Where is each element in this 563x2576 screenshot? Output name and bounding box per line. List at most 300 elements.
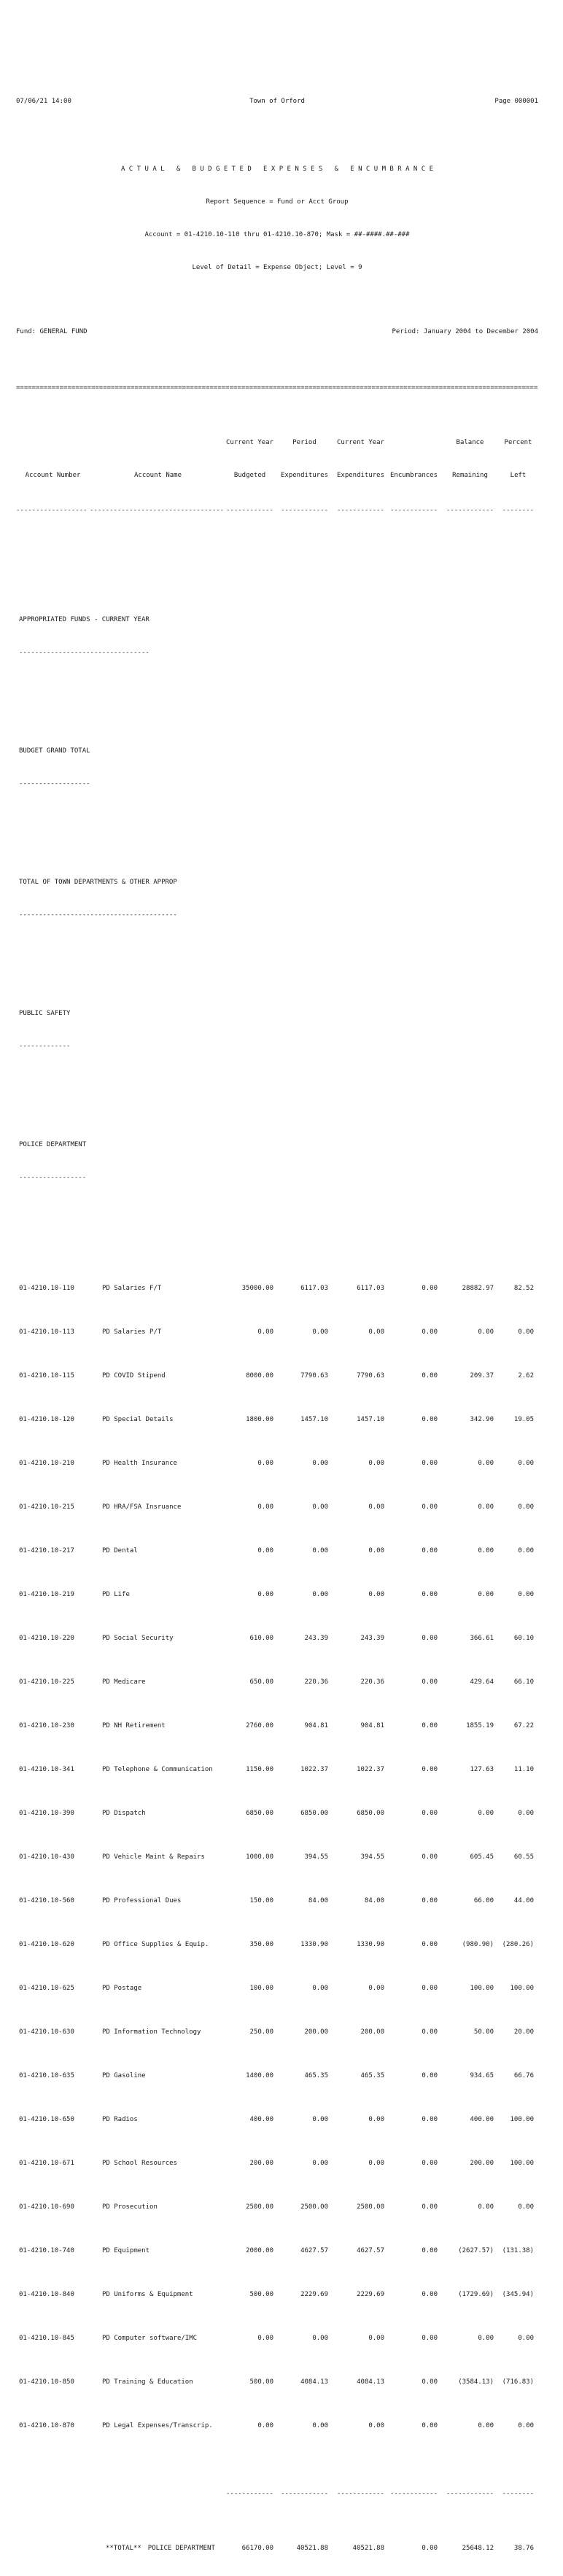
account-number-cell: 01-4210.10-630 [19,2028,74,2036]
budgeted-cell: 0.00 [257,1547,273,1554]
period-expenditures-cell: 1330.90 [300,1941,328,1948]
account-number-cell: 01-4210.10-620 [19,1941,74,1948]
encumbrances-cell: 0.00 [422,1941,438,1948]
account-name-cell: PD Dental [102,1547,138,1554]
budgeted-cell: 2760.00 [246,1722,273,1729]
section-underline: ------------- [19,1043,71,1050]
encumbrances-cell: 0.00 [422,1547,438,1554]
account-name-cell: PD Information Technology [102,2028,201,2036]
encumbrances-cell: 0.00 [422,2335,438,2342]
percent-left-cell: 0.00 [518,1503,534,1511]
encumbrances-cell: 0.00 [422,2072,438,2079]
account-number-cell: 01-4210.10-635 [19,2072,74,2079]
balance-remaining-cell: 0.00 [478,2422,494,2429]
table-row [16,2421,534,2432]
budgeted-cell: 350.00 [249,1941,273,1948]
account-name-cell: PD Life [102,1591,130,1598]
period-expenditures-cell: 394.55 [304,1853,328,1861]
account-name-cell: PD Training & Education [102,2378,193,2386]
period-expenditures-cell: 0.00 [312,1460,328,1467]
period-expenditures-cell: 0.00 [312,1503,328,1511]
account-number-cell: 01-4210.10-230 [19,1722,74,1729]
fund-label: Fund: GENERAL FUND [16,328,88,335]
cy-expenditures-cell: 1022.37 [357,1766,384,1773]
period-expenditures-cell: 465.35 [304,2072,328,2079]
table-row [16,1502,534,1513]
table-row [16,1677,534,1688]
column-underline: ------------ [446,2490,494,2497]
table-row [16,1458,534,1469]
account-number-cell: 01-4210.10-225 [19,1678,74,1686]
budgeted-cell: 8000.00 [246,1372,273,1380]
account-number-cell: 01-4210.10-625 [19,1985,74,1992]
total-separator-row [16,2489,534,2499]
column-underline: ------------ [226,2490,274,2497]
balance-remaining-cell: 50.00 [473,2028,494,2036]
column-header [384,437,438,448]
column-header [16,437,90,448]
column-header-account-name: Account Name [133,472,182,479]
balance-remaining-cell: 209.37 [470,1372,494,1380]
balance-remaining-cell: (2627.57) [458,2247,494,2254]
table-row [16,2158,534,2169]
percent-left-cell: 100.00 [510,1985,534,1992]
page-number-label: Page 000001 [494,98,539,105]
period-expenditures-cell: 243.39 [304,1635,328,1642]
table-row [16,1371,534,1382]
table-row [16,1633,534,1644]
account-name-cell: PD Salaries P/T [102,1328,162,1336]
spacer [16,2489,90,2499]
column-underline: ------------ [389,507,438,514]
balance-remaining-cell: 366.61 [470,1635,494,1642]
cy-expenditures-cell: 0.00 [368,1985,384,1992]
percent-left-cell: 100.00 [510,2160,534,2167]
account-number-cell: 01-4210.10-560 [19,1897,74,1904]
account-number-cell: 01-4210.10-115 [19,1372,74,1380]
percent-left-cell: (716.83) [502,2378,534,2386]
percent-left-cell: 67.22 [513,1722,534,1729]
balance-remaining-cell: 0.00 [478,1503,494,1511]
column-header-balance-remaining: Remaining [452,472,488,479]
balance-remaining-cell: 342.90 [470,1416,494,1423]
section-heading: POLICE DEPARTMENT [19,1141,87,1148]
account-name-cell: PD Special Details [102,1416,174,1423]
cy-expenditures-cell: 84.00 [364,1897,384,1904]
account-name-cell: PD Medicare [102,1678,146,1686]
account-name-cell: PD Equipment [102,2247,150,2254]
period-expenditures-cell: 200.00 [304,2028,328,2036]
budgeted-cell: 0.00 [257,1591,273,1598]
column-underline: ------------ [336,507,384,514]
period-expenditures-cell: 0.00 [312,2422,328,2429]
cy-expenditures-cell: 1330.90 [357,1941,384,1948]
column-underline: ------------ [446,507,494,514]
account-name-cell: PD Social Security [102,1635,174,1642]
encumbrances-cell: 0.00 [422,2203,438,2211]
cy-expenditures-cell: 0.00 [368,2116,384,2123]
total-label: **TOTAL** [106,2545,141,2552]
budgeted-cell: 2500.00 [246,2203,273,2211]
total-department-name: POLICE DEPARTMENT [147,2545,215,2552]
cy-expenditures-cell: 0.00 [368,1503,384,1511]
account-number-cell: 01-4210.10-840 [19,2291,74,2298]
account-range-line: Account = 01-4210.10-110 thru 01-4210.10-870; Mask = ##-####.##-### [144,231,410,238]
section-underline: ---------------------------------------- [19,911,177,919]
total-balance-cell: 25648.12 [462,2545,494,2552]
account-number-cell: 01-4210.10-113 [19,1328,74,1336]
account-name-cell: PD Dispatch [102,1810,146,1817]
table-row [16,2377,534,2388]
column-underline: ------------ [336,2490,384,2497]
cy-expenditures-cell: 220.36 [360,1678,384,1686]
budgeted-cell: 0.00 [257,1460,273,1467]
column-header-period-expenditures: Expenditures [281,472,329,479]
section-underline: --------------------------------- [19,649,150,656]
budgeted-cell: 1000.00 [246,1853,273,1861]
table-row [16,1896,534,1907]
percent-left-cell: 0.00 [518,1547,534,1554]
balance-remaining-cell: (1729.69) [458,2291,494,2298]
budgeted-cell: 500.00 [249,2378,273,2386]
balance-remaining-cell: 100.00 [470,1985,494,1992]
account-name-cell: PD Professional Dues [102,1897,182,1904]
section-heading: PUBLIC SAFETY [19,1010,71,1017]
percent-left-cell: 11.10 [513,1766,534,1773]
period-expenditures-cell: 0.00 [312,2116,328,2123]
encumbrances-cell: 0.00 [422,2422,438,2429]
section-heading: TOTAL OF TOWN DEPARTMENTS & OTHER APPROP [19,879,177,886]
column-underline: ---------------------------------- [90,507,225,514]
total-percent-cell: 38.76 [513,2545,534,2552]
percent-left-cell: (280.26) [502,1941,534,1948]
table-row [16,1589,534,1600]
account-number-cell: 01-4210.10-740 [19,2247,74,2254]
column-header: Percent [504,439,532,446]
cy-expenditures-cell: 0.00 [368,1591,384,1598]
budgeted-cell: 6850.00 [246,1810,273,1817]
account-number-cell: 01-4210.10-870 [19,2422,74,2429]
encumbrances-cell: 0.00 [422,1722,438,1729]
column-underline: -------- [502,507,534,514]
report-town-title: Town of Orford [249,98,305,105]
section-heading-block [16,855,563,943]
percent-left-cell: 20.00 [513,2028,534,2036]
total-budgeted-cell: 66170.00 [241,2545,273,2552]
total-period-expenditures-cell: 40521.88 [296,2545,328,2552]
column-header-budgeted: Budgeted [233,472,266,479]
account-name-cell: PD School Resources [102,2160,177,2167]
cy-expenditures-cell: 2500.00 [357,2203,384,2211]
period-label: Period: January 2004 to December 2004 [392,328,538,335]
budgeted-cell: 200.00 [249,2160,273,2167]
percent-left-cell: 2.62 [518,1372,534,1380]
budgeted-cell: 1800.00 [246,1416,273,1423]
encumbrances-cell: 0.00 [422,1285,438,1292]
encumbrances-cell: 0.00 [422,2028,438,2036]
account-name-cell: PD Prosecution [102,2203,158,2211]
percent-left-cell: (131.38) [502,2247,534,2254]
period-expenditures-cell: 904.81 [304,1722,328,1729]
percent-left-cell: 0.00 [518,2422,534,2429]
budgeted-cell: 610.00 [249,1635,273,1642]
budgeted-cell: 1400.00 [246,2072,273,2079]
table-row [16,1852,534,1863]
column-header: Current Year [337,439,385,446]
period-expenditures-cell: 4627.57 [300,2247,328,2254]
account-name-cell: PD HRA/FSA Insruance [102,1503,182,1511]
section-heading-block [16,987,563,1074]
encumbrances-cell: 0.00 [422,1897,438,1904]
cy-expenditures-cell: 1457.10 [357,1416,384,1423]
budgeted-cell: 500.00 [249,2291,273,2298]
encumbrances-cell: 0.00 [422,1766,438,1773]
balance-remaining-cell: 400.00 [470,2116,494,2123]
account-name-cell: PD Health Insurance [102,1460,177,1467]
percent-left-cell: 66.76 [513,2072,534,2079]
balance-remaining-cell: 28882.97 [462,1285,494,1292]
balance-remaining-cell: 66.00 [473,1897,494,1904]
encumbrances-cell: 0.00 [422,2160,438,2167]
account-name-cell: PD Vehicle Maint & Repairs [102,1853,205,1861]
percent-left-cell: 60.55 [513,1853,534,1861]
balance-remaining-cell: (3584.13) [458,2378,494,2386]
cy-expenditures-cell: 0.00 [368,1460,384,1467]
period-expenditures-cell: 2229.69 [300,2291,328,2298]
fund-period-line [16,327,538,338]
percent-left-cell: (345.94) [502,2291,534,2298]
column-underline: ------------ [389,2490,438,2497]
account-number-cell: 01-4210.10-219 [19,1591,74,1598]
table-row [16,2114,534,2125]
percent-left-cell: 0.00 [518,1591,534,1598]
period-expenditures-cell: 0.00 [312,1328,328,1336]
balance-remaining-cell: 0.00 [478,1810,494,1817]
encumbrances-cell: 0.00 [422,1503,438,1511]
cy-expenditures-cell: 465.35 [360,2072,384,2079]
budgeted-cell: 2000.00 [246,2247,273,2254]
account-number-cell: 01-4210.10-430 [19,1853,74,1861]
encumbrances-cell: 0.00 [422,1372,438,1380]
percent-left-cell: 60.10 [513,1635,534,1642]
encumbrances-cell: 0.00 [422,2291,438,2298]
period-expenditures-cell: 0.00 [312,2335,328,2342]
table-row [16,2202,534,2213]
account-name-cell: PD Telephone & Communication [102,1766,213,1773]
balance-remaining-cell: 429.64 [470,1678,494,1686]
account-number-cell: 01-4210.10-210 [19,1460,74,1467]
account-number-cell: 01-4210.10-217 [19,1547,74,1554]
account-name-cell: PD COVID Stipend [102,1372,166,1380]
section-heading-block [16,593,563,680]
budgeted-cell: 250.00 [249,2028,273,2036]
encumbrances-cell: 0.00 [422,1985,438,1992]
account-name-cell: PD Office Supplies & Equip. [102,1941,209,1948]
budgeted-cell: 0.00 [257,1503,273,1511]
account-number-cell: 01-4210.10-341 [19,1766,74,1773]
percent-left-cell: 82.52 [513,1285,534,1292]
encumbrances-cell: 0.00 [422,1416,438,1423]
period-expenditures-cell: 4084.13 [300,2378,328,2386]
budgeted-cell: 150.00 [249,1897,273,1904]
account-name-cell: PD Salaries F/T [102,1285,162,1292]
level-of-detail-line: Level of Detail = Expense Object; Level = 9 [192,264,362,271]
section-heading-block [16,1118,563,1205]
table-row [16,1764,534,1775]
column-header-account-number: Account Number [25,472,81,479]
balance-remaining-cell: 0.00 [478,2335,494,2342]
cy-expenditures-cell: 0.00 [368,1328,384,1336]
cy-expenditures-cell: 200.00 [360,2028,384,2036]
balance-remaining-cell: 0.00 [478,2203,494,2211]
account-number-cell: 01-4210.10-845 [19,2335,74,2342]
table-row [16,1283,534,1294]
table-row [16,2071,534,2082]
account-name-cell: PD Uniforms & Equipment [102,2291,193,2298]
encumbrances-cell: 0.00 [422,2378,438,2386]
column-underline: -------- [502,2490,534,2497]
total-label-cell [16,2543,226,2554]
period-expenditures-cell: 1022.37 [300,1766,328,1773]
period-expenditures-cell: 7790.63 [300,1372,328,1380]
balance-remaining-cell: 1855.19 [466,1722,494,1729]
table-row [16,1415,534,1425]
account-name-cell: PD Legal Expenses/Transcrip. [102,2422,213,2429]
period-expenditures-cell: 0.00 [312,1547,328,1554]
percent-left-cell: 0.00 [518,2203,534,2211]
percent-left-cell: 100.00 [510,2116,534,2123]
total-cy-expenditures-cell: 40521.88 [352,2545,384,2552]
budgeted-cell: 35000.00 [241,1285,273,1292]
department-total-row [16,2543,534,2554]
table-row [16,2027,534,2038]
balance-remaining-cell: 0.00 [478,1328,494,1336]
cy-expenditures-cell: 904.81 [360,1722,384,1729]
column-header: Balance [456,439,484,446]
account-number-cell: 01-4210.10-671 [19,2160,74,2167]
cy-expenditures-cell: 4627.57 [357,2247,384,2254]
period-expenditures-cell: 0.00 [312,1591,328,1598]
account-number-cell: 01-4210.10-215 [19,1503,74,1511]
period-expenditures-cell: 220.36 [304,1678,328,1686]
column-header-percent-left: Left [510,472,527,479]
column-header: Current Year [226,439,274,446]
balance-remaining-cell: 605.45 [470,1853,494,1861]
account-name-cell: PD NH Retirement [102,1722,166,1729]
budgeted-cell: 100.00 [249,1985,273,1992]
account-name-cell: PD Postage [102,1985,142,1992]
encumbrances-cell: 0.00 [422,2116,438,2123]
budgeted-cell: 400.00 [249,2116,273,2123]
budgeted-cell: 0.00 [257,2422,273,2429]
account-number-cell: 01-4210.10-650 [19,2116,74,2123]
table-row [16,1983,534,1994]
cy-expenditures-cell: 0.00 [368,2160,384,2167]
percent-left-cell: 66.10 [513,1678,534,1686]
balance-remaining-cell: (980.90) [462,1941,494,1948]
percent-left-cell: 44.00 [513,1897,534,1904]
account-name-cell: PD Computer software/IMC [102,2335,198,2342]
section-underline: ----------------- [19,1174,87,1181]
table-row [16,1546,534,1557]
period-expenditures-cell: 0.00 [312,1985,328,1992]
period-expenditures-cell: 2500.00 [300,2203,328,2211]
encumbrances-cell: 0.00 [422,2247,438,2254]
separator-line: ==================================================================================================================================== [16,384,538,392]
cy-expenditures-cell: 2229.69 [357,2291,384,2298]
cy-expenditures-cell: 7790.63 [357,1372,384,1380]
section-heading-block [16,724,563,812]
report-sequence-line: Report Sequence = Fund or Acct Group [206,198,349,206]
table-header-row-1 [16,437,534,448]
budgeted-cell: 0.00 [257,2335,273,2342]
page-header-line [16,96,538,107]
account-rows [16,1261,563,2443]
table-header-row-2 [16,470,534,481]
cy-expenditures-cell: 243.39 [360,1635,384,1642]
cy-expenditures-cell: 0.00 [368,2335,384,2342]
report-title: A C T U A L & B U D G E T E D E X P E N S E S & E N C U M B R A N C E [120,166,434,173]
table-row [16,2289,534,2300]
account-name-cell: PD Radios [102,2116,138,2123]
percent-left-cell: 0.00 [518,1328,534,1336]
balance-remaining-cell: 934.65 [470,2072,494,2079]
encumbrances-cell: 0.00 [422,1853,438,1861]
table-row [16,1721,534,1732]
balance-remaining-cell: 0.00 [478,1460,494,1467]
cy-expenditures-cell: 0.00 [368,2422,384,2429]
encumbrances-cell: 0.00 [422,1678,438,1686]
table-row [16,2333,534,2344]
encumbrances-cell: 0.00 [422,1591,438,1598]
cy-expenditures-cell: 394.55 [360,1853,384,1861]
period-expenditures-cell: 84.00 [308,1897,328,1904]
table-header-underline-row [16,505,534,516]
balance-remaining-cell: 0.00 [478,1547,494,1554]
budgeted-cell: 650.00 [249,1678,273,1686]
column-underline: ------------------ [16,507,88,514]
column-underline: ------------ [280,507,328,514]
column-underline: ------------ [226,507,274,514]
table-row [16,2246,534,2257]
total-encumbrances-cell: 0.00 [422,2545,438,2552]
account-number-cell: 01-4210.10-850 [19,2378,74,2386]
encumbrances-cell: 0.00 [422,1460,438,1467]
account-number-cell: 01-4210.10-120 [19,1416,74,1423]
column-header [90,437,226,448]
table-row [16,1327,534,1338]
account-number-cell: 01-4210.10-390 [19,1810,74,1817]
column-header-cy-expenditures: Expenditures [337,472,385,479]
period-expenditures-cell: 6850.00 [300,1810,328,1817]
report-datetime: 07/06/21 14:00 [16,98,71,105]
balance-remaining-cell: 0.00 [478,1591,494,1598]
balance-remaining-cell: 200.00 [470,2160,494,2167]
encumbrances-cell: 0.00 [422,1810,438,1817]
cy-expenditures-cell: 0.00 [368,1547,384,1554]
percent-left-cell: 0.00 [518,2335,534,2342]
section-underline: ------------------ [19,780,90,787]
budgeted-cell: 1150.00 [246,1766,273,1773]
table-row [16,1808,534,1819]
column-underline: ------------ [280,2490,328,2497]
cy-expenditures-cell: 4084.13 [357,2378,384,2386]
percent-left-cell: 0.00 [518,1460,534,1467]
encumbrances-cell: 0.00 [422,1328,438,1336]
account-number-cell: 01-4210.10-220 [19,1635,74,1642]
period-expenditures-cell: 1457.10 [300,1416,328,1423]
cy-expenditures-cell: 6117.03 [357,1285,384,1292]
